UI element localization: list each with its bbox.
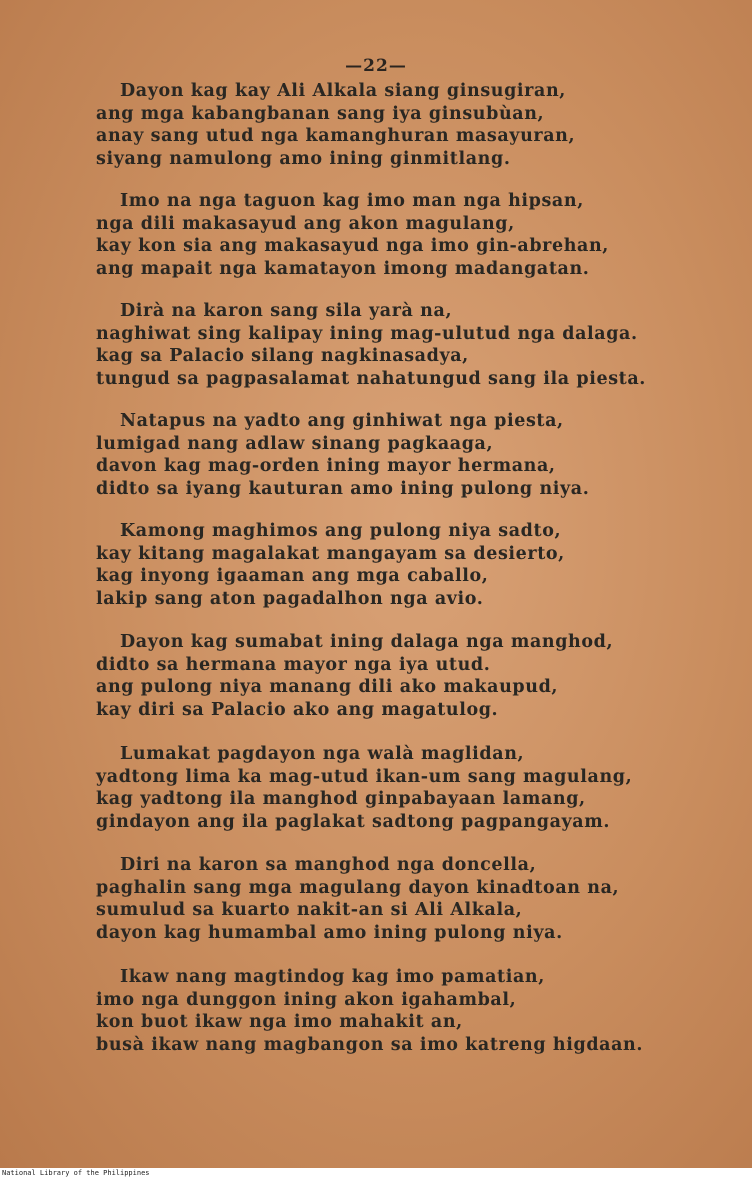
library-footer: National Library of the Philippines — [0, 1168, 752, 1178]
poem-line: sumulud sa kuarto nakit-an si Ali Alkala, — [96, 900, 523, 920]
poem-line: dayon kag humambal amo ining pulong niya. — [96, 922, 563, 943]
poem-line: ang pulong niya manang dili ako makaupud, — [96, 677, 559, 697]
poem-line: Kamong maghimos ang pulong niya sadto, — [120, 521, 562, 541]
stanza-8 — [96, 854, 716, 944]
stanza-1 — [96, 80, 716, 170]
poem-line: naghiwat sing kalipay ining mag-ulutud nga dalaga. — [96, 323, 638, 344]
stanza-2 — [96, 190, 716, 280]
poem-line: Diri na karon sa manghod nga doncella, — [120, 855, 537, 875]
stanza-3 — [96, 300, 716, 390]
poem-line: siyang namulong amo ining ginmitlang. — [96, 148, 511, 169]
poem-line: Dayon kag sumabat ining dalaga nga manghod, — [120, 632, 614, 652]
poem-line: ang mapait nga kamatayon imong madangatan. — [96, 258, 590, 279]
poem-line: kag sa Palacio silang nagkinasadya, — [96, 346, 469, 366]
poem-line: Lumakat pagdayon nga walà maglidan, — [120, 744, 525, 764]
poem-line: imo nga dunggon ining akon igahambal, — [96, 989, 517, 1010]
poem-line: kag inyong igaaman ang mga caballo, — [96, 566, 489, 586]
poem-line: kay kon sia ang makasayud nga imo gin-abrehan, — [96, 236, 609, 256]
poem-line: didto sa hermana mayor nga iya utud. — [96, 654, 491, 675]
stanza-5 — [96, 520, 716, 610]
stanza-9 — [96, 966, 716, 1056]
poem-line: Imo na nga taguon kag imo man nga hipsan, — [120, 191, 584, 211]
poem-line: anay sang utud nga kamanghuran masayuran, — [96, 126, 576, 146]
stanza-7 — [96, 743, 716, 833]
poem-line: paghalin sang mga magulang dayon kinadtoan na, — [96, 877, 620, 898]
poem-line: didto sa iyang kauturan amo ining pulong niya. — [96, 478, 590, 499]
poem-line: davon kag mag-orden ining mayor hermana, — [96, 456, 556, 476]
poem-line: nga dili makasayud ang akon magulang, — [96, 213, 515, 234]
poem-line: Natapus na yadto ang ginhiwat nga piesta, — [120, 411, 564, 431]
poem-line: Dayon kag kay Ali Alkala siang ginsugiran, — [120, 81, 566, 101]
poem-line: busà ikaw nang magbangon sa imo katreng higdaan. — [96, 1034, 644, 1055]
poem-line: kay diri sa Palacio ako ang magatulog. — [96, 699, 499, 720]
poem-line: tungud sa pagpasalamat nahatungud sang ila piesta. — [96, 368, 647, 389]
poem-line: gindayon ang ila paglakat sadtong pagpangayam. — [96, 811, 611, 832]
stanza-4 — [96, 410, 716, 500]
poem-line: Ikaw nang magtindog kag imo pamatian, — [120, 967, 545, 987]
page-number: —22— — [345, 56, 407, 76]
poem-line: kag yadtong ila manghod ginpabayaan lamang, — [96, 789, 586, 809]
poem-line: yadtong lima ka mag-utud ikan-um sang magulang, — [96, 766, 633, 787]
poem-line: ang mga kabangbanan sang iya ginsubùan, — [96, 103, 545, 124]
poem-line: Dirà na karon sang sila yarà na, — [120, 301, 453, 321]
poem-line: lumigad nang adlaw sinang pagkaaga, — [96, 433, 494, 454]
stanza-6 — [96, 631, 716, 721]
poem-line: kon buot ikaw nga imo mahakit an, — [96, 1012, 463, 1032]
poem-line: kay kitang magalakat mangayam sa desierto, — [96, 543, 565, 564]
poem-line: lakip sang aton pagadalhon nga avio. — [96, 588, 484, 609]
